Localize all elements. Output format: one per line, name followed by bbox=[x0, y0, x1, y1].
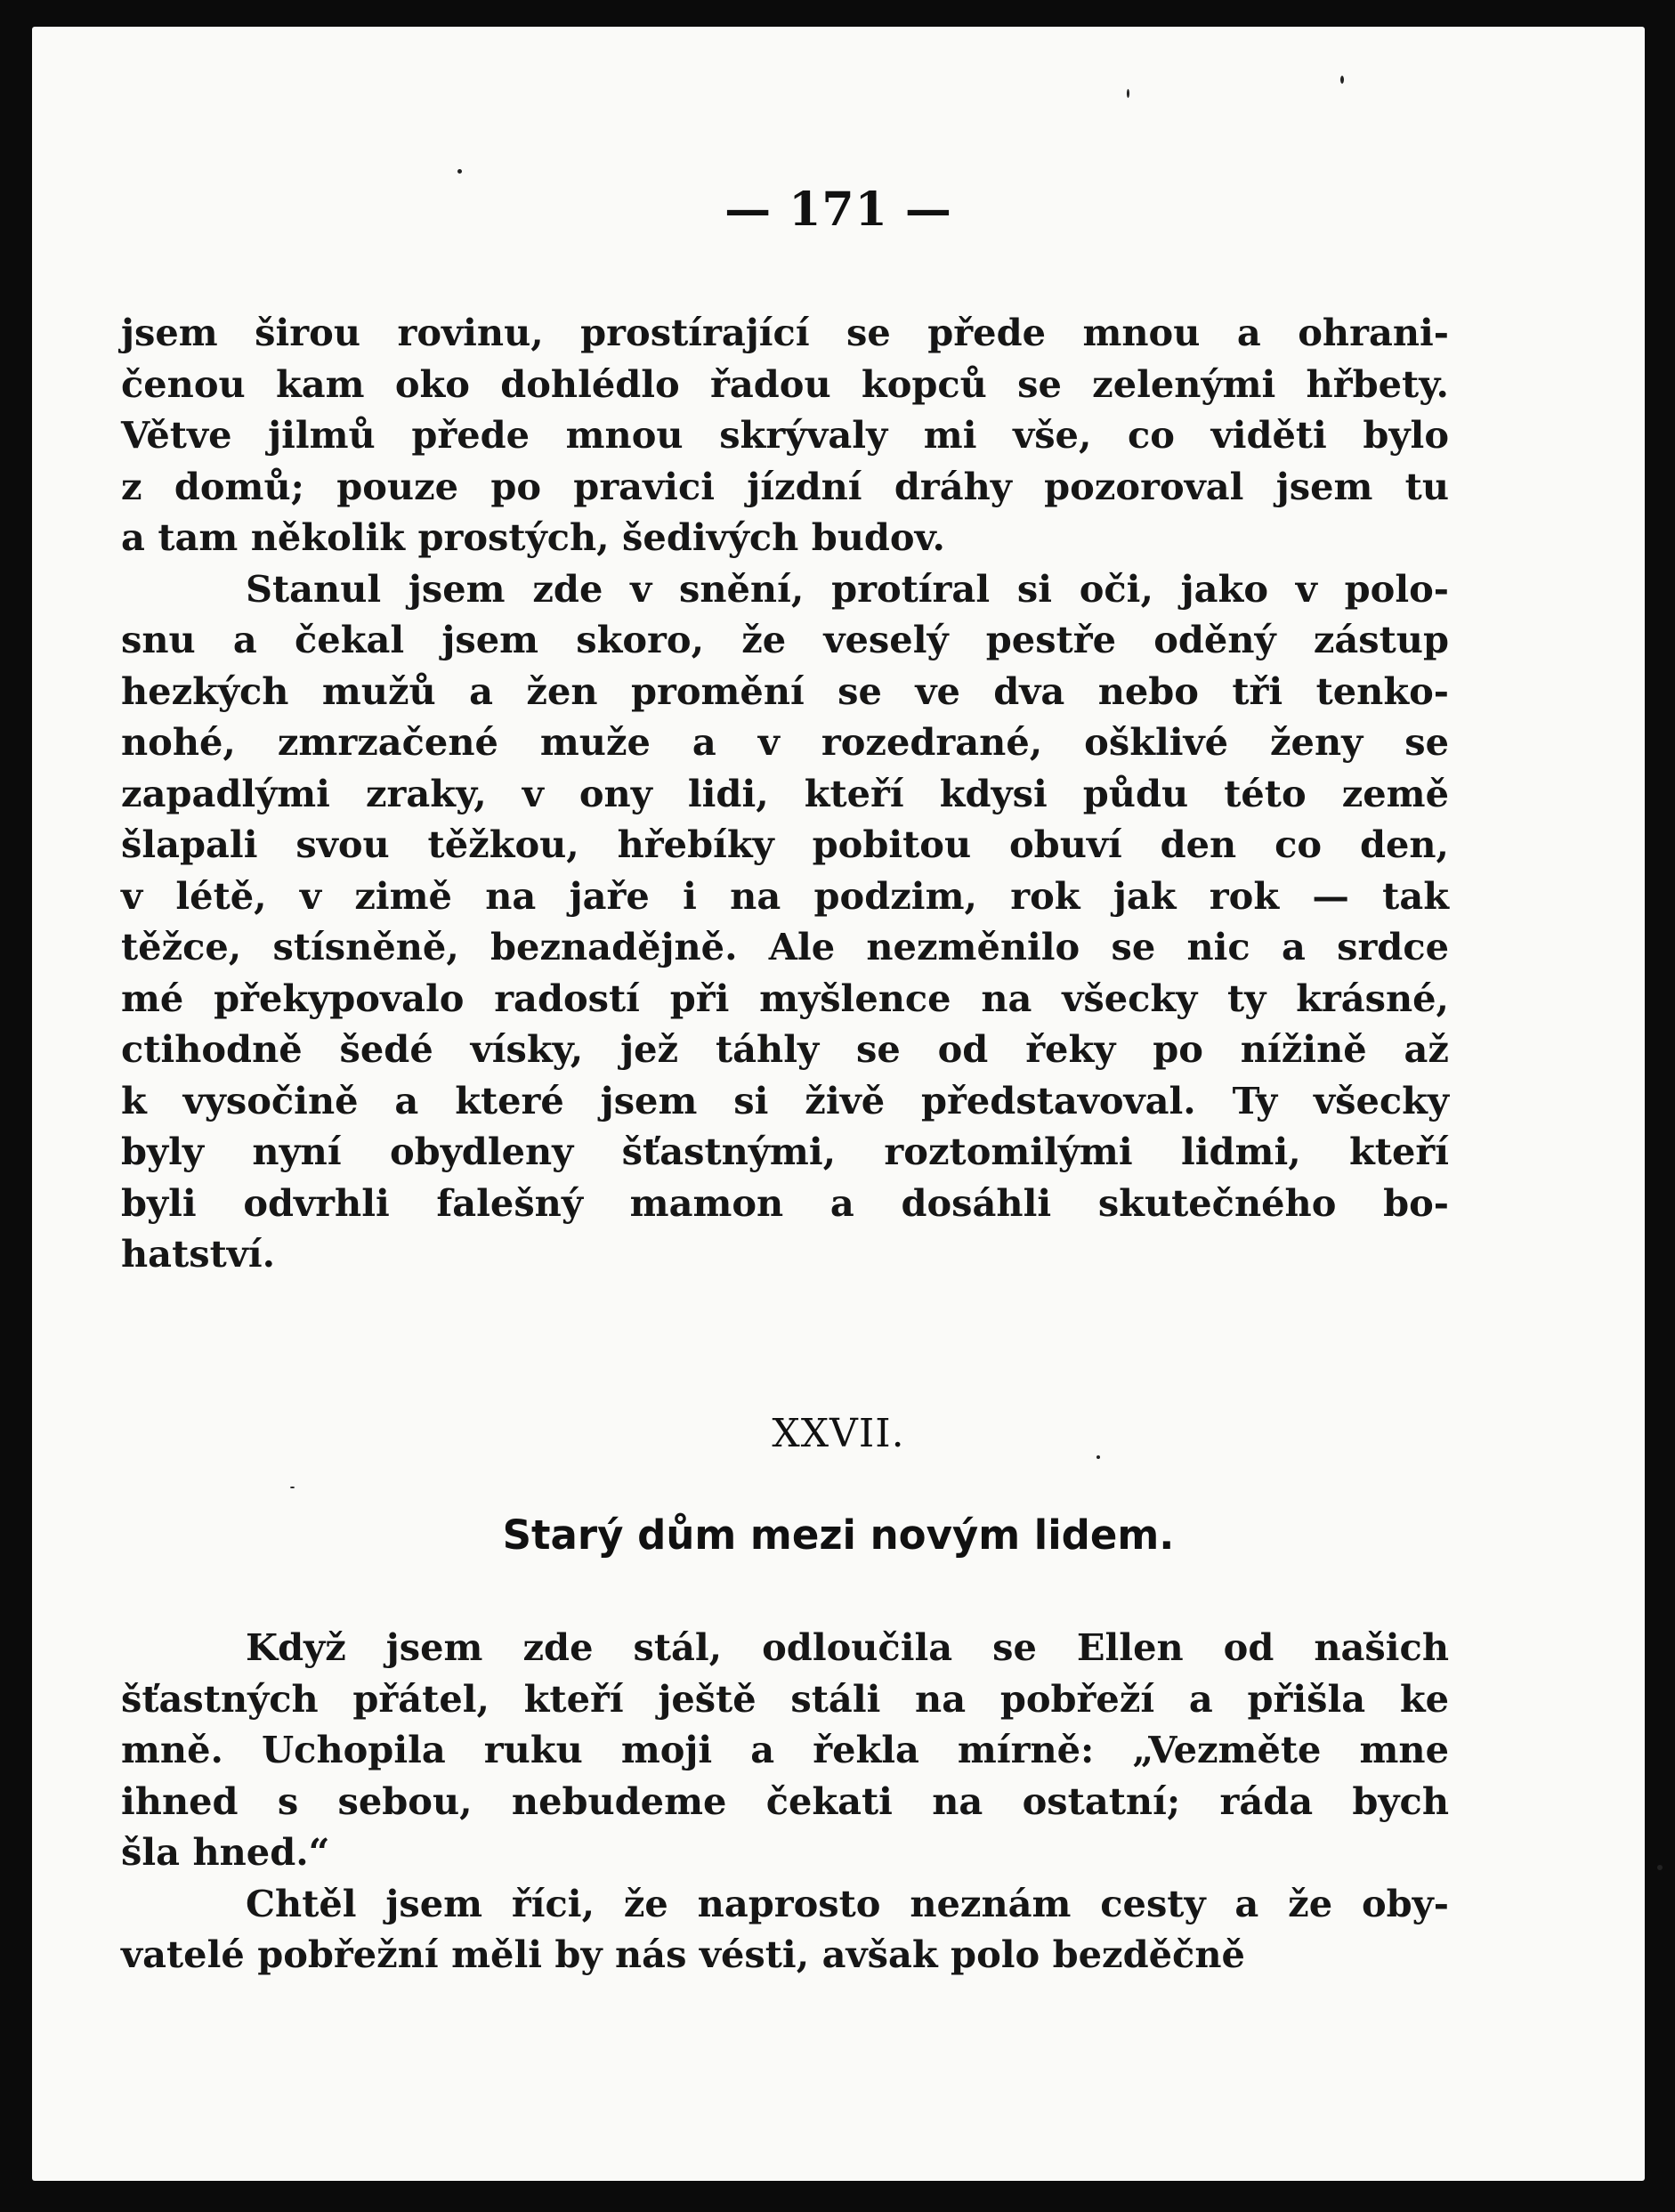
text-line: těžce, stísněně, beznadějně. Ale nezměnilo se nic a srdce bbox=[121, 925, 1449, 968]
book-page bbox=[32, 27, 1645, 2181]
text-line: hezkých mužů a žen promění se ve dva nebo tři tenko- bbox=[121, 668, 1449, 713]
chapter-number: XXVII. bbox=[772, 1411, 905, 1456]
text-line: hatství. bbox=[121, 1232, 276, 1276]
text-line: jsem širou rovinu, prostírající se přede mnou a ohrani- bbox=[121, 311, 1449, 354]
page-number: — 171 — bbox=[724, 182, 952, 237]
dust-speck bbox=[1127, 89, 1129, 98]
text-line: čenou kam oko dohlédlo řadou kopců se zelenými hřbety. bbox=[121, 361, 1449, 406]
text-line: Stanul jsem zde v snění, protíral si oči, jako v polo- bbox=[246, 566, 1449, 611]
text-line: ihned s sebou, nebudeme čekati na ostatní; ráda bych bbox=[121, 1779, 1449, 1823]
paragraph bbox=[121, 1622, 1449, 1878]
dust-speck bbox=[457, 169, 462, 174]
text-line: a tam několik prostých, šedivých budov. bbox=[121, 515, 945, 559]
paragraph bbox=[121, 1878, 1449, 1981]
body-text-before-chapter bbox=[121, 307, 1449, 1280]
text-line: byly nyní obydleny šťastnými, roztomilými lidmi, kteří bbox=[121, 1130, 1449, 1173]
text-line: ctihodně šedé vísky, jež táhly se od řeky po nížině až bbox=[121, 1027, 1449, 1071]
dust-speck bbox=[290, 1487, 295, 1488]
text-line: zapadlými zraky, v ony lidi, kteří kdysi půdu této země bbox=[121, 771, 1449, 815]
dust-speck bbox=[1340, 76, 1344, 84]
body-text-after-chapter bbox=[121, 1622, 1449, 1981]
text-line: z domů; pouze po pravici jízdní dráhy pozoroval jsem tu bbox=[121, 464, 1449, 508]
text-line: byli odvrhli falešný mamon a dosáhli skutečného bo- bbox=[121, 1180, 1449, 1225]
text-line: šla hned.“ bbox=[121, 1830, 330, 1874]
text-line: vatelé pobřežní měli by nás vésti, avšak polo bezděčně bbox=[121, 1932, 1245, 1976]
paragraph bbox=[121, 563, 1449, 1280]
text-line: šťastných přátel, kteří ještě stáli na pobřeží a přišla ke bbox=[121, 1676, 1449, 1721]
text-line: nohé, zmrzačené muže a v rozedrané, ošklivé ženy se bbox=[121, 720, 1449, 764]
dust-speck bbox=[1657, 1865, 1663, 1870]
text-line: mně. Uchopila ruku moji a řekla mírně: „Vezměte mne bbox=[121, 1728, 1449, 1771]
text-line: v létě, v zimě na jaře i na podzim, rok jak rok — tak bbox=[121, 873, 1449, 918]
text-line: šlapali svou těžkou, hřebíky pobitou obuví den co den, bbox=[121, 822, 1449, 866]
text-line: Chtěl jsem říci, že naprosto neznám cesty a že oby- bbox=[246, 1881, 1449, 1925]
chapter-title: Starý dům mezi novým lidem. bbox=[502, 1511, 1175, 1559]
text-line: snu a čekal jsem skoro, že veselý pestře oděný zástup bbox=[121, 618, 1449, 661]
text-line: Větve jilmů přede mnou skrývaly mi vše, co viděti bylo bbox=[121, 413, 1449, 457]
text-line: mé překypovalo radostí při myšlence na všecky ty krásné, bbox=[121, 976, 1449, 1020]
paragraph bbox=[121, 307, 1449, 563]
text-line: Když jsem zde stál, odloučila se Ellen od našich bbox=[246, 1625, 1449, 1669]
text-line: k vysočině a které jsem si živě představoval. Ty všecky bbox=[121, 1078, 1449, 1122]
